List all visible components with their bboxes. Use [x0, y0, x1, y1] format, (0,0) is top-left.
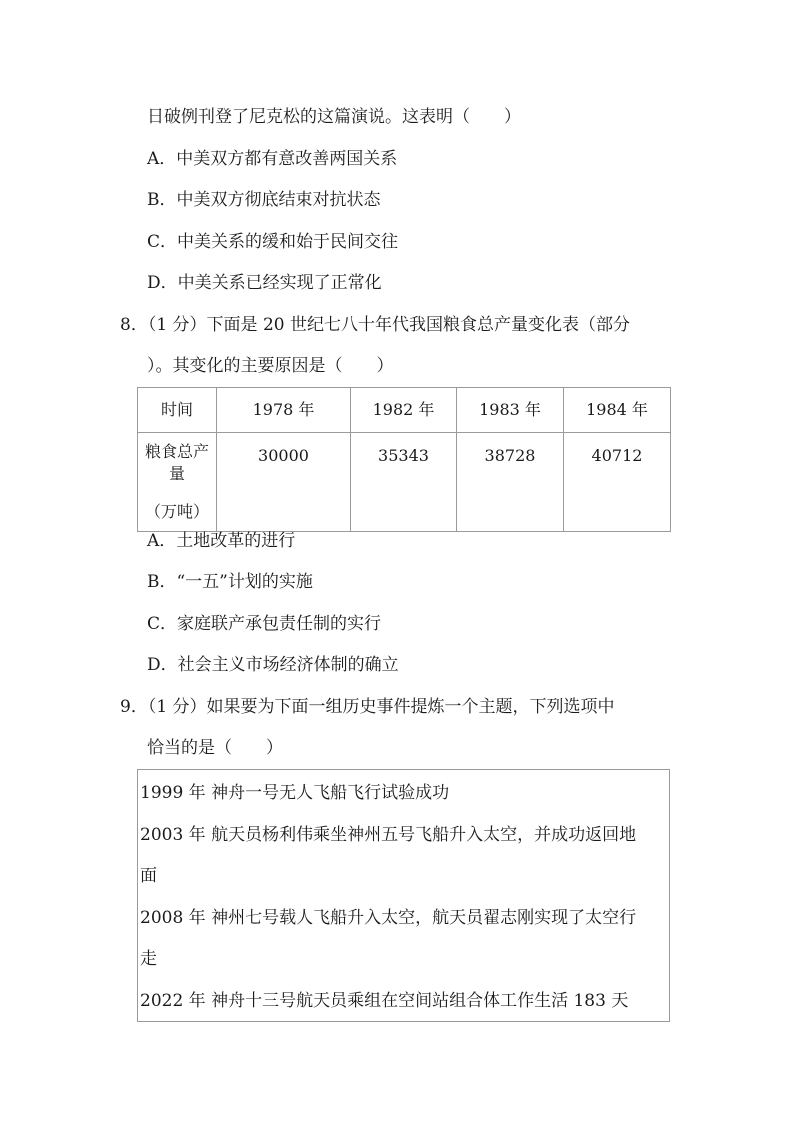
q9-stem-line2: 恰当的是（ ）: [147, 738, 283, 758]
events-box: [137, 769, 670, 1022]
header-cell-1982: 1982 年: [351, 388, 457, 433]
event-line: 1999 年 神舟一号无人飞船飞行试验成功: [140, 783, 450, 803]
event-line: 走: [140, 949, 157, 969]
header-cell-1984: 1984 年: [564, 388, 671, 433]
q8-option-c: C．家庭联产承包责任制的实行: [147, 614, 382, 634]
header-cell-time: 时间: [138, 388, 217, 433]
header-cell-1983: 1983 年: [457, 388, 564, 433]
q9-stem-line1: 9．（1 分）如果要为下面一组历史事件提炼一个主题，下列选项中: [120, 697, 615, 717]
event-line: 2003 年 航天员杨利伟乘坐神州五号飞船升入太空，并成功返回地: [140, 825, 637, 845]
row-label-cell: [138, 433, 217, 532]
row-label-line1: 粮食总产量: [144, 442, 209, 483]
table-row: [138, 433, 671, 532]
q8-option-a: A．土地改革的进行: [147, 531, 296, 551]
q7-option-c: C．中美关系的缓和始于民间交往: [147, 232, 399, 252]
q8-option-b: B．“一五”计划的实施: [147, 572, 313, 592]
value-cell-1983: 38728: [457, 433, 564, 532]
value-cell-1984: 40712: [564, 433, 671, 532]
q7-option-b: B．中美双方彻底结束对抗状态: [147, 190, 381, 210]
table-header-row: [138, 388, 671, 433]
q8-option-d: D．社会主义市场经济体制的确立: [147, 655, 399, 675]
q7-stem-continuation: 日破例刊登了尼克松的这篇演说。这表明（ ）: [147, 107, 521, 127]
event-line: 2008 年 神州七号载人飞船升入太空，航天员翟志刚实现了太空行: [140, 908, 637, 928]
value-cell-1978: 30000: [217, 433, 351, 532]
header-cell-1978: 1978 年: [217, 388, 351, 433]
q7-option-a: A．中美双方都有意改善两国关系: [147, 149, 398, 169]
q8-stem-line1: 8．（1 分）下面是 20 世纪七八十年代我国粮食总产量变化表（部分: [120, 315, 630, 335]
value-cell-1982: 35343: [351, 433, 457, 532]
event-line: 2022 年 神舟十三号航天员乘组在空间站组合体工作生活 183 天: [140, 991, 629, 1011]
q8-stem-line2: ）。其变化的主要原因是（ ）: [147, 356, 394, 376]
q7-option-d: D．中美关系已经实现了正常化: [147, 273, 382, 293]
row-label-line2: （万吨）: [144, 502, 209, 521]
grain-output-table: [137, 387, 671, 532]
event-line: 面: [140, 866, 157, 886]
